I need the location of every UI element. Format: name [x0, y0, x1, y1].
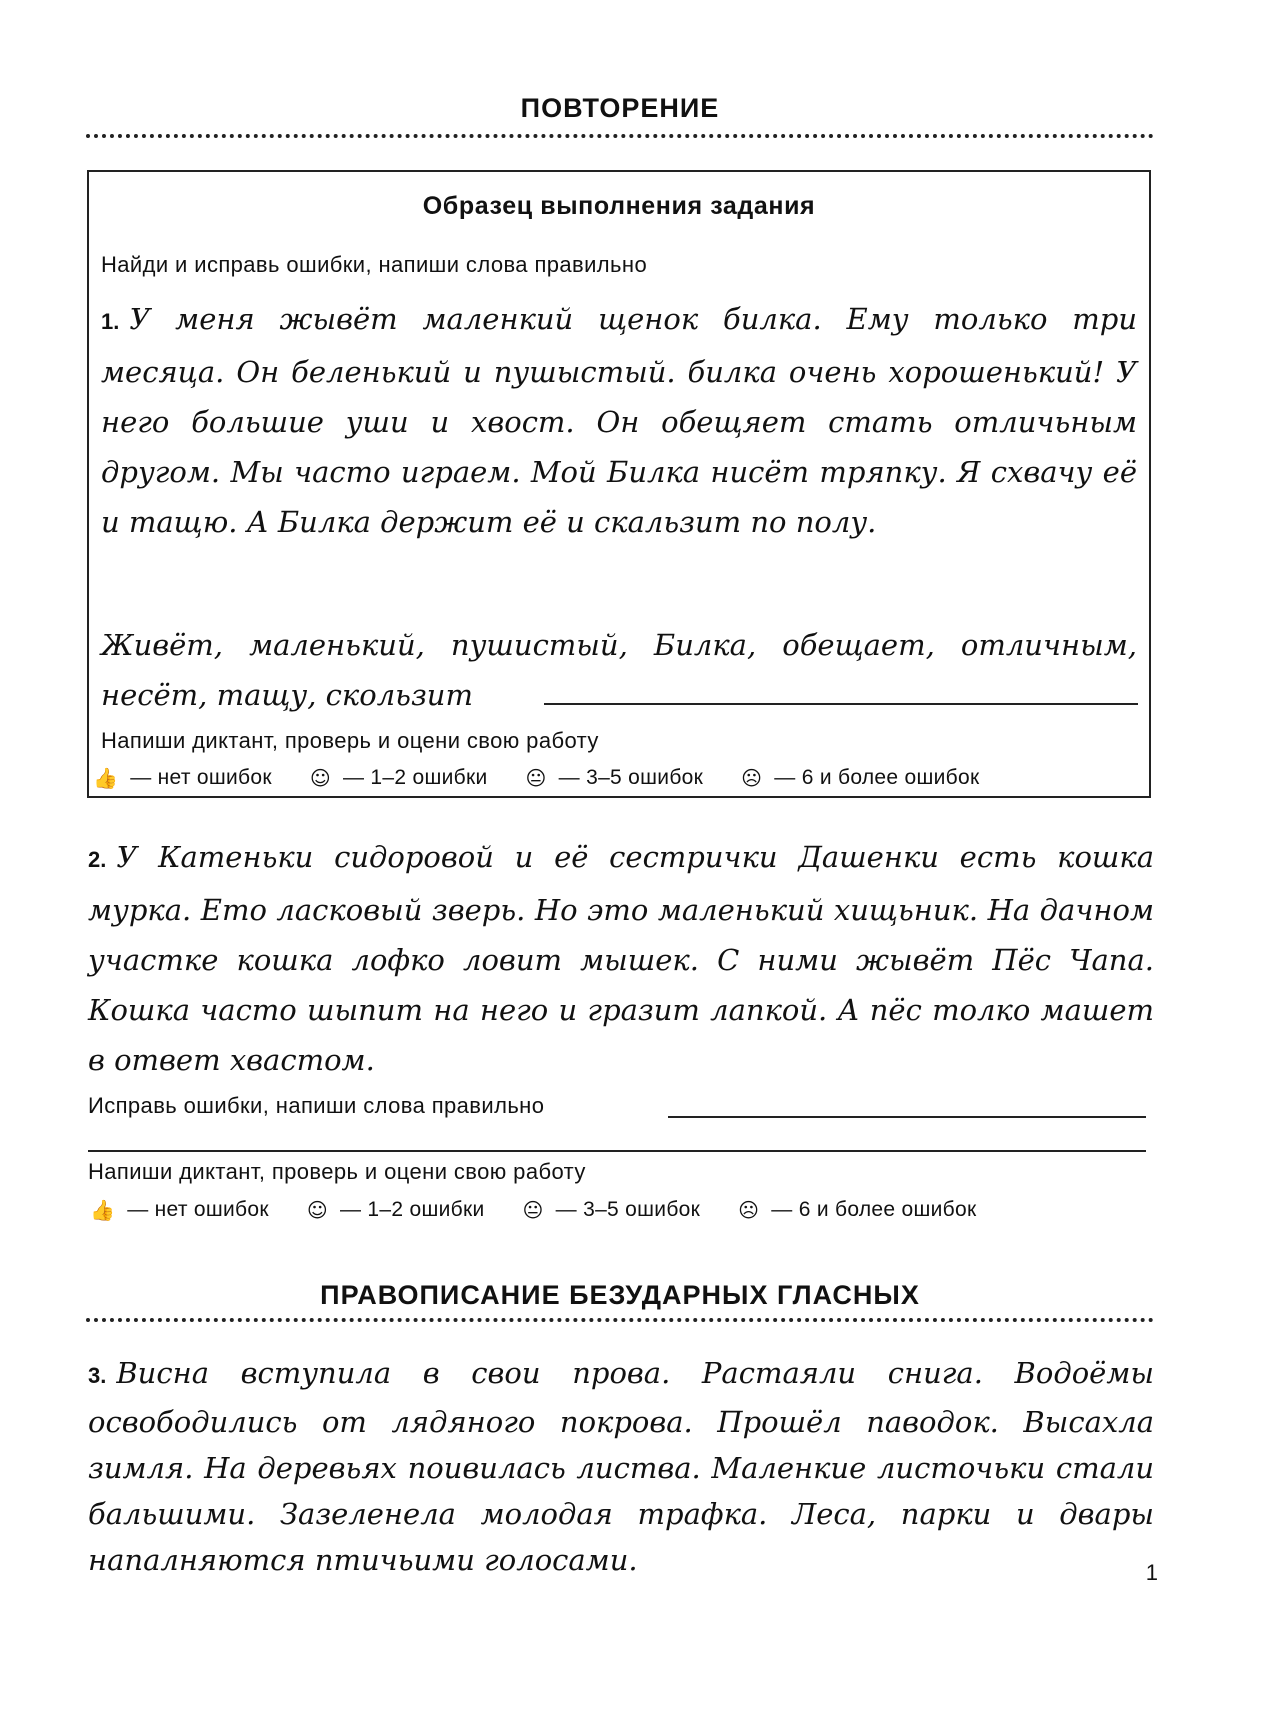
legend-item: 👍 — нет ошибок	[90, 1198, 269, 1222]
task2-dictation-instruction: Напиши диктант, проверь и оцени свою работу	[88, 1159, 586, 1184]
sample-dictation-instruction: Напиши диктант, проверь и оцени свою работу	[101, 728, 599, 753]
task2-dictation-text	[88, 832, 1154, 1085]
legend-item: ☺ — 1–2 ошибки	[306, 1198, 485, 1222]
task2-text: У Катеньки сидоровой и её сестрички Дашенки есть кошка мурка. Ето ласковый зверь. Но это маленький хищьник. На дачном участке кошка лофко ловит мышек. С ними жывёт Пёс Чапа. Кошка часто шыпит на него и гразит лапкой. А пёс толко машет в ответ хвастом.	[88, 840, 1154, 1077]
legend-item: ☹ — 6 и более ошибок	[738, 1198, 977, 1222]
sad-face-icon: ☹	[738, 1198, 760, 1222]
legend-item: 😐 — 3–5 ошибок	[525, 766, 704, 790]
sample-dictation-text	[101, 294, 1137, 547]
task3-text: Висна вступила в свои прова. Растаяли снига. Водоёмы освободились от лядяного покрова. Прошёл паводок. Высахла зимля. На деревьях поивилась листва. Маленкие листочьки стали бальшими. Зазеленела молодая трафка. Леса, парки и двары напалняются птичьими голосами.	[88, 1356, 1154, 1577]
section-title-unstressed-vowels: ПРАВОПИСАНИЕ БЕЗУДАРНЫХ ГЛАСНЫХ	[320, 1280, 920, 1310]
smile-icon: ☺	[306, 1198, 328, 1222]
answer-line	[544, 703, 1138, 705]
grading-legend	[93, 766, 979, 790]
legend-item: ☺ — 1–2 ошибки	[309, 766, 488, 790]
sample-instruction: Найди и исправь ошибки, напиши слова правильно	[101, 252, 648, 277]
dotted-divider	[86, 1318, 1154, 1322]
page-number: 1	[1145, 1560, 1158, 1585]
sample-task-box	[87, 170, 1151, 798]
task-number: 2.	[88, 847, 107, 872]
sad-face-icon: ☹	[741, 766, 763, 790]
thumbs-up-icon: 👍	[93, 766, 119, 790]
sample-text: У меня жывёт маленкий щенок билка. Ему только три месяца. Он беленький и пушыстый. билка очень хорошенький! У него большие уши и хвост. Он обещяет стать отличьным другом. Мы часто играем. Мой Билка нисёт тряпку. Я схвачу её и тащю. А Билка держит её и скальзит по полу.	[101, 302, 1137, 539]
sample-answer	[101, 620, 1137, 720]
legend-item: ☹ — 6 и более ошибок	[741, 766, 980, 790]
answer-line[interactable]	[668, 1116, 1146, 1118]
task-number: 3.	[88, 1363, 107, 1388]
smile-icon: ☺	[309, 766, 331, 790]
task3-dictation-text	[88, 1350, 1154, 1583]
dotted-divider	[86, 134, 1154, 138]
thumbs-up-icon: 👍	[90, 1198, 116, 1222]
task2-instruction: Исправь ошибки, напиши слова правильно	[88, 1093, 545, 1118]
neutral-face-icon: 😐	[522, 1198, 544, 1222]
answer-line[interactable]	[88, 1150, 1146, 1152]
task-number: 1.	[101, 309, 120, 334]
sample-title: Образец выполнения задания	[422, 192, 816, 220]
grading-legend	[90, 1198, 976, 1222]
section-title-repetition: ПОВТОРЕНИЕ	[520, 93, 720, 123]
sample-answer-text: Живёт, маленький, пушистый, Билка, обещает, отличным, несёт, тащу, скользит	[101, 628, 1137, 712]
legend-item: 👍 — нет ошибок	[93, 766, 272, 790]
neutral-face-icon: 😐	[525, 766, 547, 790]
legend-item: 😐 — 3–5 ошибок	[522, 1198, 701, 1222]
